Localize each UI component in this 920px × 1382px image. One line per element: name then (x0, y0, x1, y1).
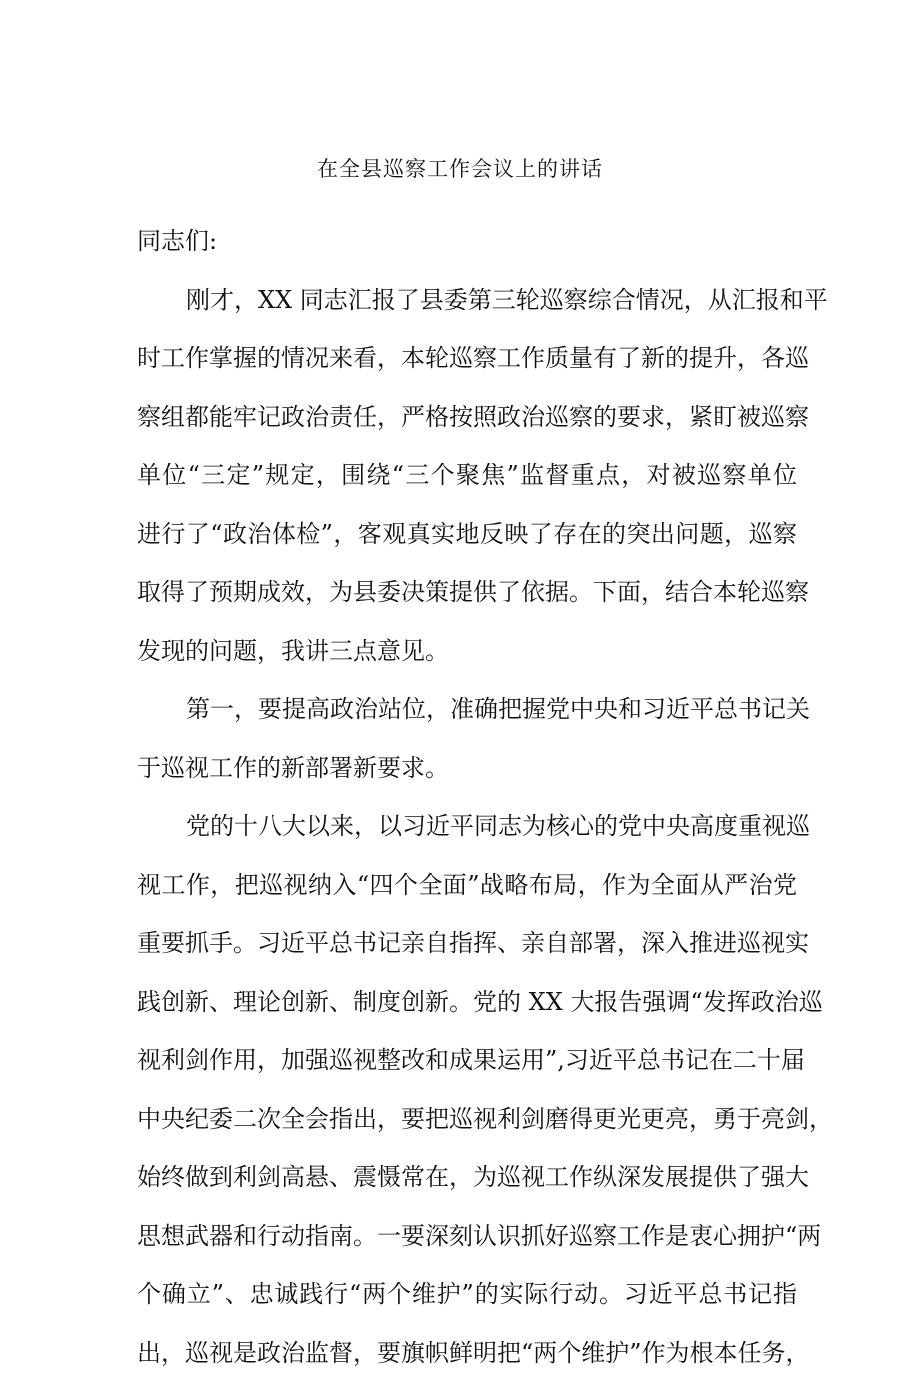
document-title: 在全县巡察工作会议上的讲话 (0, 154, 920, 184)
paragraph-line: 始终做到利剑高悬、震慑常在，为巡视工作纵深发展提供了强大 (137, 1148, 797, 1207)
paragraph-line: 党的十八大以来，以习近平同志为核心的党中央高度重视巡 (137, 797, 797, 856)
paragraph-line: 单位“三定”规定，围绕“三个聚焦”监督重点，对被巡察单位 (137, 446, 797, 505)
paragraph-line: 察组都能牢记政治责任，严格按照政治巡察的要求，紧盯被巡察 (137, 388, 797, 447)
document-body (137, 212, 797, 1382)
paragraph-line: 刚才，XX 同志汇报了县委第三轮巡察综合情况，从汇报和平 (137, 271, 797, 330)
paragraph-line: 个确立”、忠诚践行“两个维护”的实际行动。习近平总书记指 (137, 1265, 797, 1324)
paragraph-line: 于巡视工作的新部署新要求。 (137, 739, 797, 798)
paragraph-line: 中央纪委二次全会指出，要把巡视利剑磨得更光更亮，勇于亮剑， (137, 1090, 797, 1149)
paragraph-line: 出，巡视是政治监督，要旗帜鲜明把“两个维护”作为根本任务， (137, 1324, 797, 1382)
paragraph-line: 第一，要提高政治站位，准确把握党中央和习近平总书记关 (137, 680, 797, 739)
paragraph-line: 时工作掌握的情况来看，本轮巡察工作质量有了新的提升，各巡 (137, 329, 797, 388)
paragraph-line: 进行了“政治体检”，客观真实地反映了存在的突出问题，巡察 (137, 505, 797, 564)
salutation: 同志们: (137, 212, 797, 271)
paragraph-line: 重要抓手。习近平总书记亲自指挥、亲自部署，深入推进巡视实 (137, 914, 797, 973)
paragraph-line: 视工作，把巡视纳入“四个全面”战略布局，作为全面从严治党 (137, 856, 797, 915)
paragraph-line: 视利剑作用，加强巡视整改和成果运用”,习近平总书记在二十届 (137, 1031, 797, 1090)
paragraph-line: 发现的问题，我讲三点意见。 (137, 622, 797, 681)
paragraph-line: 取得了预期成效，为县委决策提供了依据。下面，结合本轮巡察 (137, 563, 797, 622)
paragraph-line: 践创新、理论创新、制度创新。党的 XX 大报告强调“发挥政治巡 (137, 973, 797, 1032)
paragraph-line: 思想武器和行动指南。一要深刻认识抓好巡察工作是衷心拥护“两 (137, 1207, 797, 1266)
